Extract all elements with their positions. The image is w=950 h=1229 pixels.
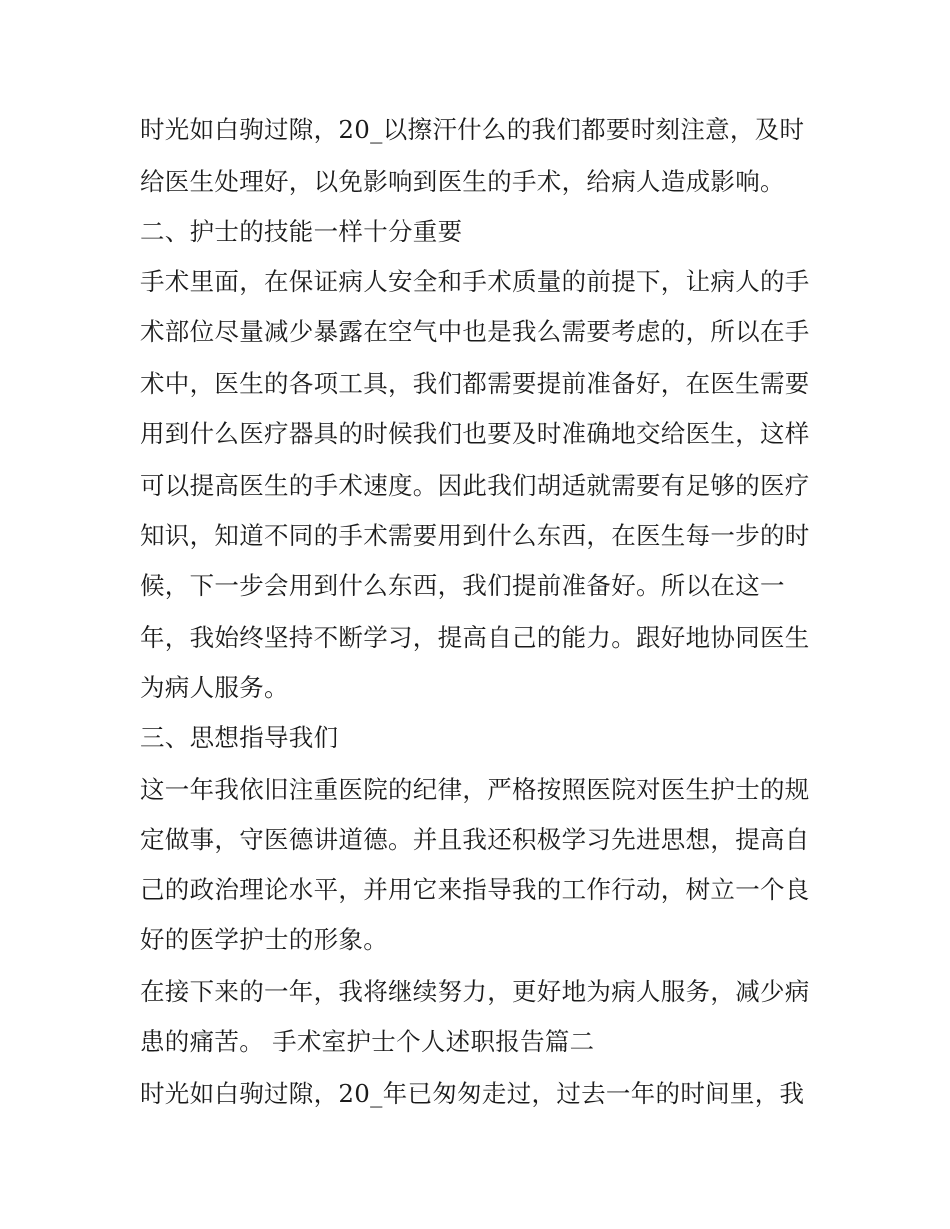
text-line: 在接下来的一年，我将继续努力，更好地为病人服务，减少病 xyxy=(140,977,810,1006)
text-line: 可以提高医生的手术速度。因此我们胡适就需要有足够的医疗 xyxy=(140,471,810,500)
text-line: 候，下一步会用到什么东西，我们提前准备好。所以在这一 xyxy=(140,571,785,600)
text-line: 术中，医生的各项工具，我们都需要提前准备好，在医生需要 xyxy=(140,369,810,398)
text-line: 知识，知道不同的手术需要用到什么东西，在医生每一步的时 xyxy=(140,521,810,550)
text-line: 年，我始终坚持不断学习，提高自己的能力。跟好地协同医生 xyxy=(140,623,810,652)
text-line: 术部位尽量减少暴露在空气中也是我么需要考虑的，所以在手 xyxy=(140,317,810,346)
text-line: 时光如白驹过隙，20_以擦汗什么的我们都要时刻注意，及时 xyxy=(140,115,805,144)
text-line: 患的痛苦。 手术室护士个人述职报告篇二 xyxy=(140,1027,595,1056)
text-line: 好的医学护士的形象。 xyxy=(140,925,388,954)
text-line: 定做事，守医德讲道德。并且我还积极学习先进思想，提高自 xyxy=(140,825,810,854)
section-heading: 三、思想指导我们 xyxy=(140,723,339,752)
text-line: 这一年我依旧注重医院的纪律，严格按照医院对医生护士的规 xyxy=(140,775,810,804)
text-line: 手术里面，在保证病人安全和手术质量的前提下，让病人的手 xyxy=(140,267,810,296)
text-line: 为病人服务。 xyxy=(140,673,289,702)
text-line: 时光如白驹过隙，20_年已匆匆走过，过去一年的时间里，我 xyxy=(140,1079,805,1108)
text-line: 给医生处理好，以免影响到医生的手术，给病人造成影响。 xyxy=(140,167,785,196)
section-heading: 二、护士的技能一样十分重要 xyxy=(140,217,463,246)
text-line: 己的政治理论水平，并用它来指导我的工作行动，树立一个良 xyxy=(140,875,810,904)
text-line: 用到什么医疗器具的时候我们也要及时准确地交给医生，这样 xyxy=(140,419,810,448)
